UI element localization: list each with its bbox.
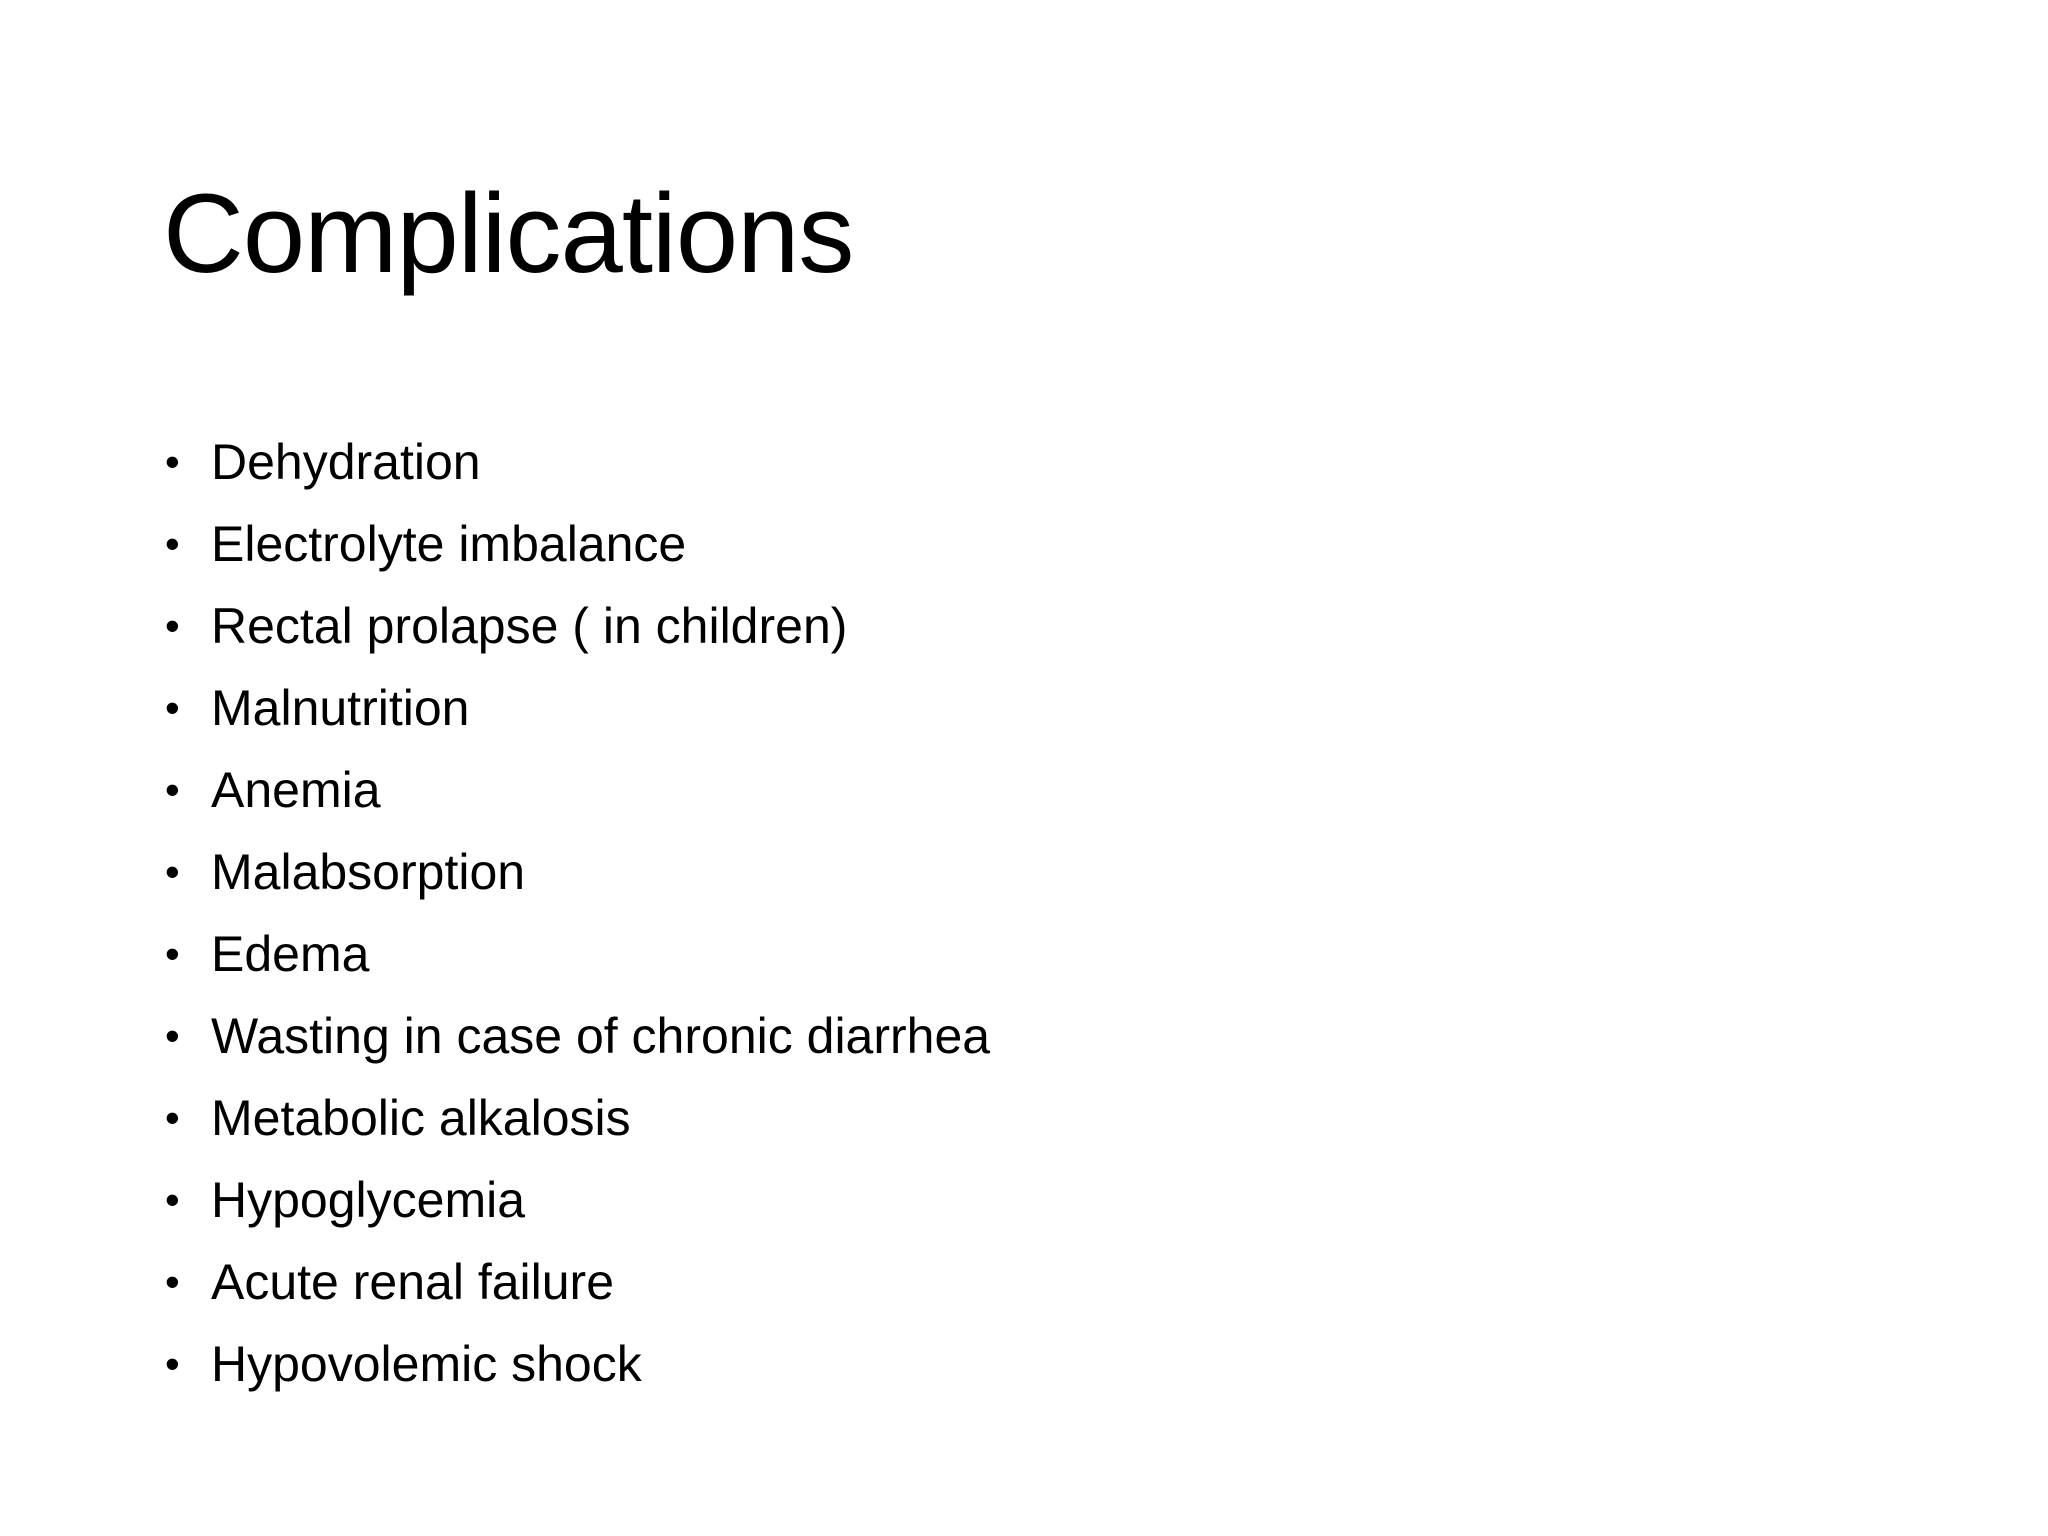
bullet-icon: • xyxy=(165,520,180,567)
bullet-icon: • xyxy=(165,1176,180,1223)
list-item-text: Electrolyte imbalance xyxy=(211,516,687,572)
bullet-icon: • xyxy=(165,1012,180,1059)
list-item xyxy=(163,503,990,585)
list-item xyxy=(163,831,990,913)
bullet-icon: • xyxy=(165,1258,180,1305)
list-item xyxy=(163,1323,990,1405)
list-item xyxy=(163,585,990,667)
list-item-text: Malnutrition xyxy=(211,680,470,736)
bullet-icon: • xyxy=(165,766,180,813)
list-item-text: Hypovolemic shock xyxy=(211,1336,642,1392)
bullet-icon: • xyxy=(165,602,180,649)
list-item xyxy=(163,749,990,831)
list-item-text: Wasting in case of chronic diarrhea xyxy=(211,1008,991,1064)
list-item xyxy=(163,913,990,995)
list-item-text: Anemia xyxy=(211,762,381,818)
list-item-text: Metabolic alkalosis xyxy=(211,1090,631,1146)
bullet-icon: • xyxy=(165,930,180,977)
list-item-text: Acute renal failure xyxy=(211,1254,615,1310)
list-item xyxy=(163,1241,990,1323)
list-item xyxy=(163,421,990,503)
bullet-icon: • xyxy=(165,684,180,731)
bullet-icon: • xyxy=(165,1340,180,1387)
list-item xyxy=(163,995,990,1077)
list-item-text: Malabsorption xyxy=(211,844,526,900)
list-item xyxy=(163,1077,990,1159)
bullet-icon: • xyxy=(165,438,180,485)
list-item xyxy=(163,667,990,749)
slide-title: Complications xyxy=(163,171,854,296)
list-item-text: Edema xyxy=(211,926,370,982)
bullet-icon: • xyxy=(165,1094,180,1141)
list-item-text: Hypoglycemia xyxy=(211,1172,526,1228)
bullet-icon: • xyxy=(165,848,180,895)
list-item xyxy=(163,1159,990,1241)
list-item-text: Dehydration xyxy=(211,434,481,490)
list-item-text: Rectal prolapse ( in children) xyxy=(211,598,848,654)
bullet-list xyxy=(163,421,990,1405)
